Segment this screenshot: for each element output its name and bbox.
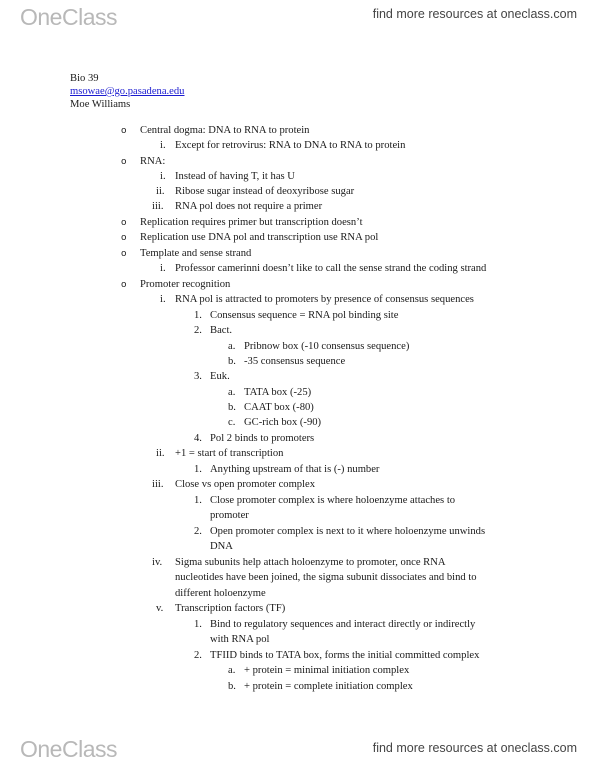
list-marker: 1. xyxy=(194,464,202,475)
list-marker: b. xyxy=(228,356,236,367)
list-marker: v. xyxy=(156,603,164,614)
note-line: Template and sense strand xyxy=(140,248,252,259)
note-line: Replication requires primer but transcription doesn’t xyxy=(140,217,363,228)
note-line: Euk. xyxy=(210,371,230,382)
note-line: + protein = minimal initiation complex xyxy=(244,665,410,676)
note-line: different holoenzyme xyxy=(175,588,266,599)
note-line: promoter xyxy=(210,510,249,521)
list-marker: b. xyxy=(228,402,236,413)
list-marker: i. xyxy=(160,263,166,274)
note-line: CAAT box (-80) xyxy=(244,402,314,413)
list-marker: 4. xyxy=(194,433,202,444)
note-line: Except for retrovirus: RNA to DNA to RNA to protein xyxy=(175,140,406,151)
note-line: nucleotides have been joined, the sigma subunit dissociates and bind to xyxy=(175,572,477,583)
note-line: Promoter recognition xyxy=(140,279,231,290)
note-line: + protein = complete initiation complex xyxy=(244,681,413,692)
list-marker: 1. xyxy=(194,310,202,321)
note-line: Instead of having T, it has U xyxy=(175,171,295,182)
tagline-link[interactable]: find more resources at oneclass.com xyxy=(372,7,577,21)
list-marker: ii. xyxy=(156,186,165,197)
note-line: RNA: xyxy=(140,156,166,167)
list-marker: b. xyxy=(228,681,236,692)
list-marker: 1. xyxy=(194,495,202,506)
note-line: RNA pol is attracted to promoters by presence of consensus sequences xyxy=(175,294,474,305)
list-marker: o xyxy=(121,157,127,167)
list-marker: 2. xyxy=(194,526,202,537)
tagline-link-footer[interactable]: find more resources at oneclass.com xyxy=(372,741,577,755)
list-marker: ii. xyxy=(156,448,165,459)
note-line: Sigma subunits help attach holoenzyme to promoter, once RNA xyxy=(175,557,446,568)
list-marker: 3. xyxy=(194,371,202,382)
note-line: Anything upstream of that is (-) number xyxy=(210,464,380,475)
list-marker: i. xyxy=(160,171,166,182)
note-line: Central dogma: DNA to RNA to protein xyxy=(140,125,310,136)
list-marker: o xyxy=(121,233,127,243)
note-line: TATA box (-25) xyxy=(244,387,312,398)
oneclass-logo[interactable]: OneClass xyxy=(20,4,117,30)
note-line: with RNA pol xyxy=(210,634,270,645)
author-name: Moe Williams xyxy=(70,99,131,110)
note-line: GC-rich box (-90) xyxy=(244,417,322,428)
note-line: Consensus sequence = RNA pol binding site xyxy=(210,310,399,321)
note-line: +1 = start of transcription xyxy=(175,448,284,459)
note-line: Replication use DNA pol and transcription use RNA pol xyxy=(140,232,379,243)
note-line: Close vs open promoter complex xyxy=(175,479,316,490)
note-line: Open promoter complex is next to it where holoenzyme unwinds xyxy=(210,526,486,537)
list-marker: a. xyxy=(228,341,236,352)
list-marker: iii. xyxy=(152,201,164,212)
list-marker: 2. xyxy=(194,650,202,661)
list-marker: c. xyxy=(228,417,236,428)
note-line: Transcription factors (TF) xyxy=(175,603,286,614)
note-line: Pribnow box (-10 consensus sequence) xyxy=(244,341,410,352)
note-line: Close promoter complex is where holoenzyme attaches to xyxy=(210,495,456,506)
note-line: -35 consensus sequence xyxy=(244,356,346,367)
note-line: Professor camerinni doesn’t like to call the sense strand the coding strand xyxy=(175,263,487,274)
list-marker: iv. xyxy=(152,557,163,568)
list-marker: o xyxy=(121,280,127,290)
list-marker: i. xyxy=(160,294,166,305)
list-marker: 1. xyxy=(194,619,202,630)
note-line: Bind to regulatory sequences and interact directly or indirectly xyxy=(210,619,476,630)
note-line: Bact. xyxy=(210,325,233,336)
list-marker: o xyxy=(121,218,127,228)
list-marker: a. xyxy=(228,387,236,398)
note-line: TFIID binds to TATA box, forms the initial committed complex xyxy=(210,650,480,661)
oneclass-logo-footer[interactable]: OneClass xyxy=(20,736,117,762)
list-marker: a. xyxy=(228,665,236,676)
course-name: Bio 39 xyxy=(70,73,99,84)
note-line: DNA xyxy=(210,541,233,552)
list-marker: o xyxy=(121,126,127,136)
list-marker: o xyxy=(121,249,127,259)
list-marker: i. xyxy=(160,140,166,151)
note-line: RNA pol does not require a primer xyxy=(175,201,323,212)
note-line: Pol 2 binds to promoters xyxy=(210,433,315,444)
list-marker: 2. xyxy=(194,325,202,336)
list-marker: iii. xyxy=(152,479,164,490)
email-link[interactable]: msowae@go.pasadena.edu xyxy=(70,86,185,97)
note-line: Ribose sugar instead of deoxyribose sugar xyxy=(175,186,355,197)
